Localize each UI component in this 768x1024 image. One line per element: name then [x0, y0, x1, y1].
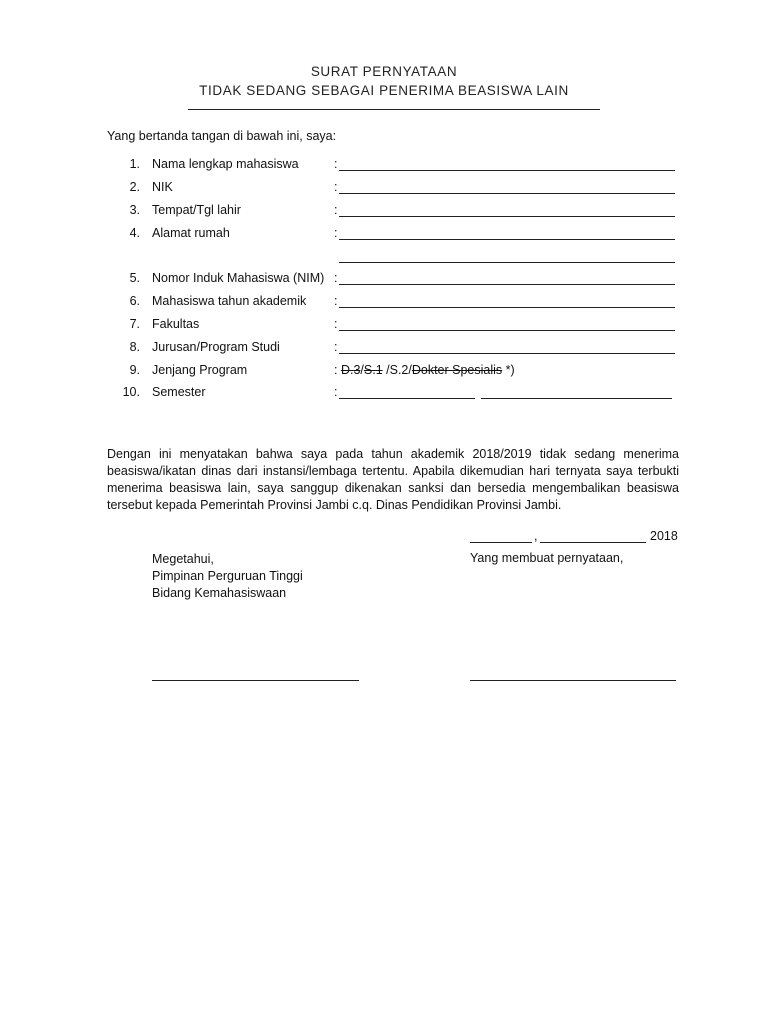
date-line	[470, 529, 680, 547]
blank-line-date[interactable]	[540, 542, 646, 543]
blank-line[interactable]	[339, 216, 675, 217]
signature-line-left[interactable]	[152, 680, 359, 681]
field-colon: :	[334, 226, 338, 240]
signature-line-right[interactable]	[470, 680, 676, 681]
field-colon: :	[334, 203, 338, 217]
field-colon: :	[334, 157, 338, 171]
option-d3[interactable]: D.3	[340, 363, 361, 377]
blank-line[interactable]	[339, 307, 675, 308]
left-signatory	[152, 551, 303, 602]
field-number: 8.	[129, 340, 140, 354]
field-label: Tempat/Tgl lahir	[152, 203, 241, 217]
field-number: 10.	[122, 385, 140, 399]
blank-line-semester-2[interactable]	[481, 398, 672, 399]
field-colon: :	[334, 385, 338, 399]
option-s2[interactable]: /S.2/	[382, 363, 412, 377]
title-underline	[188, 109, 600, 110]
field-number: 1.	[129, 157, 140, 171]
left-sign-line1: Megetahui,	[152, 552, 214, 566]
field-number: 9.	[129, 363, 140, 377]
field-label: NIK	[152, 180, 173, 194]
field-number: 7.	[129, 317, 140, 331]
field-colon: :	[334, 180, 338, 194]
statement-paragraph: Dengan ini menyatakan bahwa saya pada tahun akademik 2018/2019 tidak sedang menerima beasiswa/ikatan dinas dari instansi/lembaga tertentu. Apabila dikemudian hari ternyata saya terbukti menerima beasiswa lain, saya sanggup dikenakan sanksi dan bersedia mengembalikan beasiswa tersebut kepada Pemerintah Provinsi Jambi c.q. Dinas Pendidikan Provinsi Jambi.	[107, 447, 679, 512]
option-dokter-spesialis[interactable]: Dokter Spesialis	[411, 363, 503, 377]
blank-line-alamat-2[interactable]	[339, 262, 675, 263]
field-label: Semester	[152, 385, 206, 399]
right-sign-line1: Yang membuat pernyataan,	[470, 551, 624, 565]
field-number: 6.	[129, 294, 140, 308]
field-number: 2.	[129, 180, 140, 194]
field-label: Nomor Induk Mahasiswa (NIM)	[152, 271, 325, 285]
field-label: Fakultas	[152, 317, 200, 331]
document-title: SURAT PERNYATAAN	[310, 64, 458, 79]
field-number: 4.	[129, 226, 140, 240]
date-comma: ,	[534, 529, 538, 543]
intro-text: Yang bertanda tangan di bawah ini, saya:	[107, 129, 337, 143]
blank-line[interactable]	[339, 353, 675, 354]
field-number: 5.	[129, 271, 140, 285]
blank-line-semester-1[interactable]	[339, 398, 475, 399]
left-sign-line2: Pimpinan Perguruan Tinggi	[152, 569, 303, 583]
field-number: 3.	[129, 203, 140, 217]
field-label: Jurusan/Program Studi	[152, 340, 280, 354]
field-colon: :	[334, 271, 338, 285]
blank-line[interactable]	[339, 193, 675, 194]
field-colon: :	[334, 340, 338, 354]
date-year: 2018	[650, 529, 678, 543]
field-label: Alamat rumah	[152, 226, 230, 240]
right-signatory	[470, 551, 623, 565]
footnote-mark: *)	[502, 363, 515, 377]
blank-line[interactable]	[339, 330, 675, 331]
jenjang-options	[334, 363, 515, 377]
field-label: Mahasiswa tahun akademik	[152, 294, 307, 308]
field-colon: :	[334, 294, 338, 308]
field-label: Jenjang Program	[152, 363, 248, 377]
left-sign-line3: Bidang Kemahasiswaan	[152, 586, 287, 600]
separator: /	[360, 363, 364, 377]
blank-line-place[interactable]	[470, 542, 532, 543]
jenjang-prefix: :	[334, 363, 341, 377]
blank-line[interactable]	[339, 239, 675, 240]
field-colon: :	[334, 317, 338, 331]
blank-line[interactable]	[339, 284, 675, 285]
document-subtitle: TIDAK SEDANG SEBAGAI PENERIMA BEASISWA LAIN	[199, 83, 569, 98]
option-s1[interactable]: S.1	[363, 363, 383, 377]
field-label: Nama lengkap mahasiswa	[152, 157, 299, 171]
blank-line[interactable]	[339, 170, 675, 171]
